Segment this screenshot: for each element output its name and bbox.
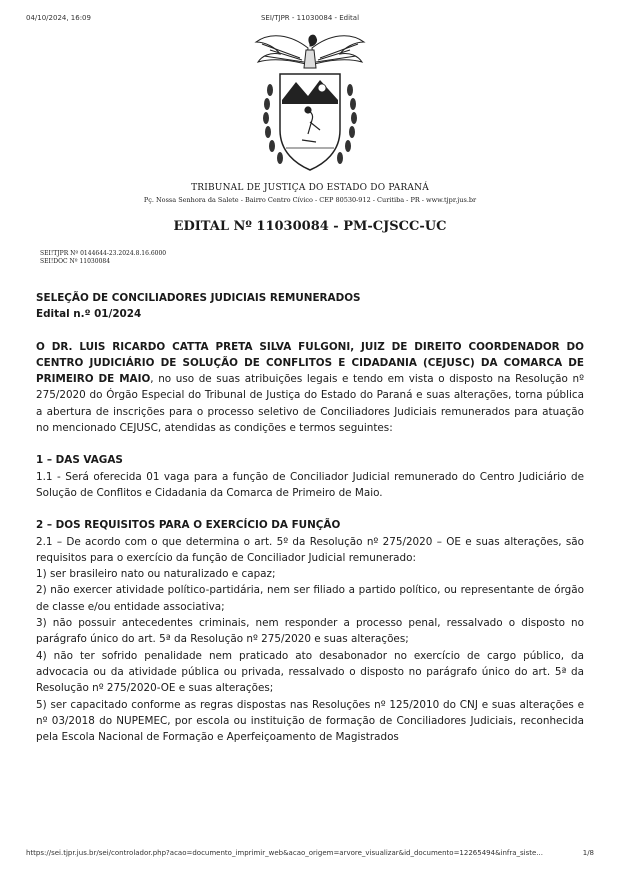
court-name: TRIBUNAL DE JUSTIÇA DO ESTADO DO PARANÁ (191, 183, 429, 193)
court-address: Pç. Nossa Senhora da Salete - Bairro Centro Cívico - CEP 80530-912 - Curitiba - PR - www.tjpr.jus.br (143, 196, 477, 204)
document-body (36, 290, 584, 745)
doc-reference: SEI!DOC Nº 11030084 (40, 258, 111, 265)
section-1-title: 1 – DAS VAGAS (36, 454, 123, 467)
requirement-item: 3) não possuir antecedentes criminais, nem responder a processo penal, ressalvado o disposto no parágrafo único do art. 5ª da Resolução nº 275/2020 e suas alterações; (36, 617, 584, 646)
section-1-paragraph: 1.1 - Será oferecida 01 vaga para a função de Conciliador Judicial remunerado do Centro Judiciário de Solução de Conflitos e Cidadania da Comarca de Primeiro de Maio. (36, 470, 584, 499)
document-title: EDITAL Nº 11030084 - PM-CJSCC-UC (173, 219, 447, 234)
intro-paragraph (36, 339, 584, 437)
protocol-reference: SEI!TJPR Nº 0144644-23.2024.8.16.6000 (40, 250, 167, 257)
intro-text: , no uso de suas atribuições legais e tendo em vista o disposto na Resolução nº 275/2020 do Órgão Especial do Tribunal de Justiça do Estado do Paraná e suas alterações, torna pública a abertura de inscrições para o processo seletivo de Conciliadores Judiciais remunerados para atuação no mencionado CEJUSC, atendidas as condições e termos seguintes: (36, 373, 584, 435)
print-header (26, 14, 594, 26)
document-references (40, 250, 166, 266)
document-heading: SELEÇÃO DE CONCILIADORES JUDICIAIS REMUNERADOS (36, 292, 361, 304)
requirement-item: 1) ser brasileiro nato ou naturalizado e capaz; (36, 568, 276, 581)
requirement-item: 4) não ter sofrido penalidade nem praticado ato desabonador no exercício de cargo público, da advocacia ou da atividade pública ou privada, ressalvado o disposto no parágrafo único do art. 5ª da Resolução nº 275/2020-OE e suas alterações; (36, 649, 584, 695)
print-page-number: 1/8 (582, 849, 594, 857)
section-2-paragraph: 2.1 – De acordo com o que determina o art. 5º da Resolução nº 275/2020 – OE e suas alterações, são requisitos para o exercício da função de Conciliador Judicial remunerado: (36, 535, 584, 564)
section-2-title: 2 – DOS REQUISITOS PARA O EXERCÍCIO DA FUNÇÃO (36, 519, 341, 532)
print-datetime: 04/10/2024, 16:09 (26, 14, 91, 22)
print-url: https://sei.tjpr.jus.br/sei/controlador.php?acao=documento_imprimir_web&acao_origem=arvore_visualizar&id_documento=12265494&infra_siste... (26, 849, 544, 857)
print-title: SEI/TJPR - 11030084 - Edital (260, 14, 360, 22)
document-subheading: Edital n.º 01/2024 (36, 308, 142, 321)
requirement-item: 2) não exercer atividade político-partidária, nem ser filiado a partido político, ou representante de órgão de classe e/ou entidade associativa; (36, 584, 584, 613)
parana-coat-of-arms-icon (250, 30, 370, 180)
intro-bold-text: O DR. LUIS RICARDO CATTA PRETA SILVA FULGONI, JUIZ DE DIREITO COORDENADOR DO CENTRO JUDICIÁRIO DE SOLUÇÃO DE CONFLITOS E CIDADANIA (CEJUSC) DA COMARCA DE PRIMEIRO DE MAIO (36, 340, 584, 386)
requirement-item: 5) ser capacitado conforme as regras dispostas nas Resoluções nº 125/2010 do CNJ e suas alterações e nº 03/2018 do NUPEMEC, por escola ou instituição de formação de Conciliadores Judiciais, reconhecida pela Escola Nacional de Formação e Aperfeiçoamento de Magistrados (36, 698, 584, 744)
print-footer (26, 849, 594, 861)
